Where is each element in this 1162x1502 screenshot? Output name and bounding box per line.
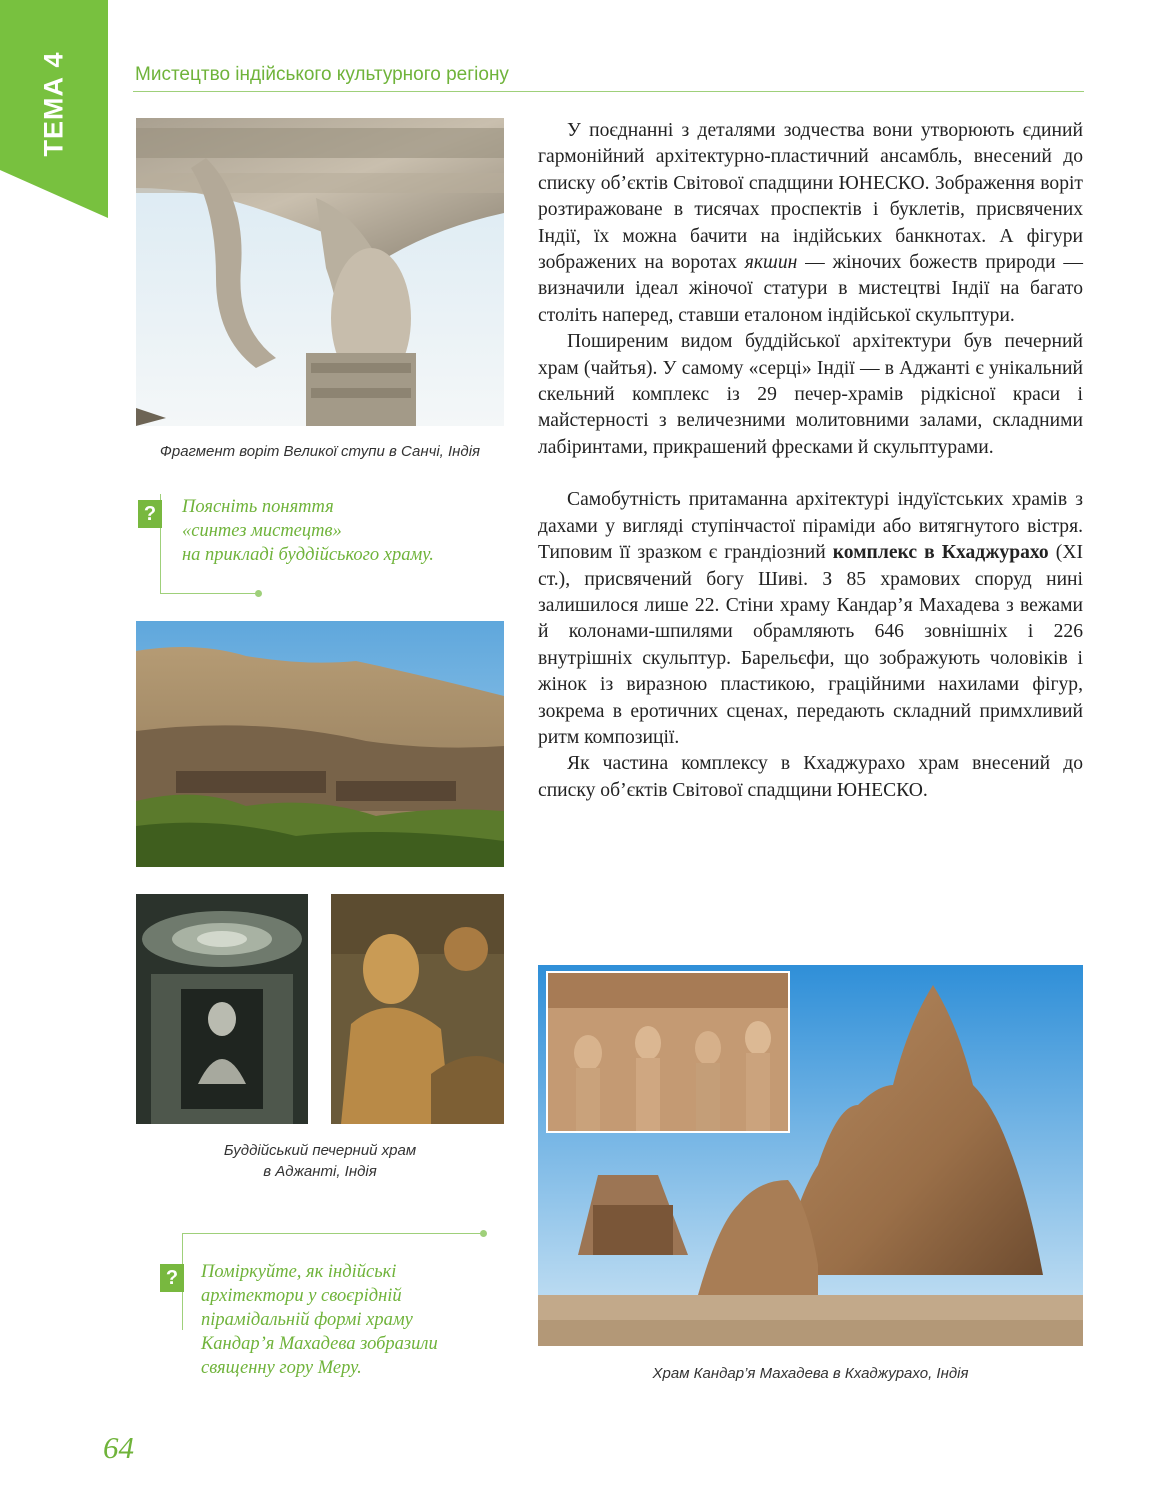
ajanta-caption-line: Буддійський печерний храм: [223, 1142, 417, 1159]
section-tab-label: ТЕМА 4: [38, 51, 69, 157]
ajanta-buddha-photo: [136, 894, 308, 1124]
question-2-line: Кандар’я Махадева зобразили: [201, 1334, 438, 1354]
sculpture-inset-photo: [546, 971, 790, 1133]
main-text: [538, 118, 1083, 804]
question-1-line: на прикладі буддійського храму.: [182, 545, 434, 565]
question-icon: ?: [138, 500, 162, 528]
kandariya-temple-photo: [538, 965, 1083, 1346]
paragraph: Самобутність притаманна архітектурі індуїстських храмів з дахами у вигляді ступінчастої піраміди або витягнутого вістря. Типовим її зразком є грандіозний комплекс в Кхаджурахо (XI ст.), присвячений богу Шиві. З 85 храмових споруд нині залишилося лише 22. Стіни храму Кандар’я Махадева з вежами й колонами-шпилями обрамляють 646 зовнішніх і 226 внутрішніх скульптур. Барельєфи, що зображують чоловіків і жінок із виразною пластикою, граційними нахилами фігур, зокрема в еротичних сценах, передають складний примхливий ритм композиції.: [538, 489, 1083, 748]
question-2-line: пірамідальній формі храму: [201, 1310, 413, 1330]
ajanta-caption-line: в Аджанті, Індія: [263, 1163, 377, 1180]
header-divider: [133, 91, 1084, 92]
question-bracket-top: [182, 1233, 484, 1234]
page-number: 64: [103, 1430, 134, 1465]
running-header: Мистецтво індійського культурного регіону: [135, 64, 509, 85]
section-tab: [0, 0, 108, 218]
emphasis: якшин: [744, 252, 798, 274]
question-2-text: [201, 1260, 501, 1380]
paragraph: Як частина комплексу в Кхаджурахо храм внесений до списку об’єктів Світової спадщини ЮНЕСКО.: [538, 753, 1083, 801]
question-2-line: Поміркуйте, як індійські: [201, 1262, 397, 1282]
question-2-line: архітектори у своєрідній: [201, 1286, 402, 1306]
question-1-line: «синтез мистецтв»: [182, 521, 342, 541]
sanchi-gate-photo: [136, 118, 504, 426]
question-bracket-bottom: [160, 593, 258, 594]
question-1-line: Поясніть поняття: [182, 497, 334, 517]
kandariya-caption: Храм Кандар’я Махадева в Кхаджурахо, Індія: [652, 1365, 969, 1382]
key-term: комплекс в Кхаджурахо: [832, 542, 1049, 564]
question-1-text: [182, 495, 502, 567]
ajanta-fresco-photo: [331, 894, 504, 1124]
question-2-line: священну гору Меру.: [201, 1358, 362, 1378]
sanchi-gate-caption: Фрагмент воріт Великої ступи в Санчі, Індія: [159, 443, 481, 460]
ajanta-landscape-photo: [136, 621, 504, 867]
ajanta-caption: [136, 1140, 504, 1182]
paragraph: У поєднанні з деталями зодчества вони утворюють єдиний гармонійний архітектурно-пластичний ансамбль, внесений до списку об’єктів Світової спадщини ЮНЕСКО. Зображення воріт розтиражоване в тисячах проспектів і буклетів, присвячених Індії, їх можна бачити на індійських банкнотах. А фігури зображених на воротах якшин — жіночих божеств природи — визначили ідеал жіночої статури в мистецтві Індії на багато століть наперед, ставши еталоном індійської скульптури.: [538, 120, 1083, 326]
question-bracket-dot: [255, 590, 262, 597]
paragraph: Поширеним видом буддійської архітектури був печерний храм (чайтья). У самому «серці» Індії — в Аджанті є унікальний скельний комплекс із 29 печер-храмів рідкісної краси і майстерності з величезними молитовними залами, складними лабіринтами, прикрашений фресками й скульптурами.: [538, 331, 1083, 458]
question-bracket-dot: [480, 1230, 487, 1237]
question-icon: ?: [160, 1264, 184, 1292]
